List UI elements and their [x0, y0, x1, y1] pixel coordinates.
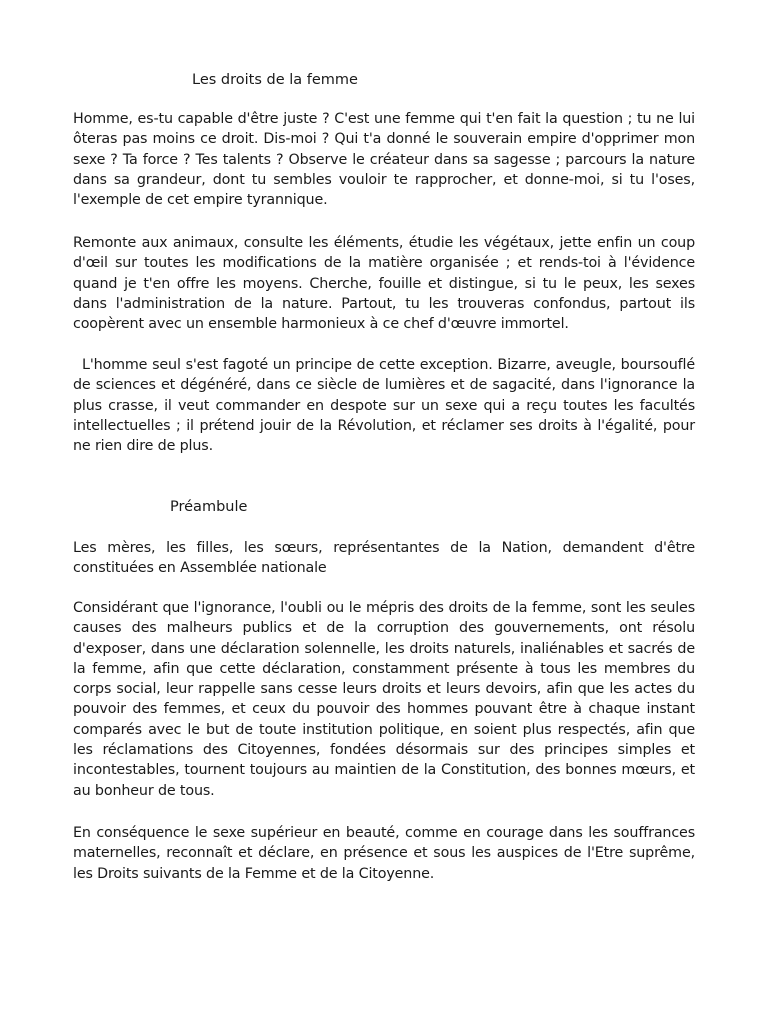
preamble-heading: Préambule	[170, 499, 248, 515]
paragraph-2: Remonte aux animaux, consulte les éléments, étudie les végétaux, jette enfin un coup d'œil sur toutes les modifications de la matière organisée ; et rends-toi à l'évidence quand je t'en offre les moyens. Cherche, fouille et distingue, si tu le peux, les sexes dans l'administration de la nature. Partout, tu les trouveras confondus, partout ils coopèrent avec un ensemble harmonieux à ce chef d'œuvre immortel.	[73, 235, 695, 333]
document-title: Les droits de la femme	[192, 72, 358, 88]
paragraph-1: Homme, es-tu capable d'être juste ? C'est une femme qui t'en fait la question ; tu ne lui ôteras pas moins ce droit. Dis-moi ? Qui t'a donné le souverain empire d'opprimer mon sexe ? Ta force ? Tes talents ? Observe le créateur dans sa sagesse ; parcours la nature dans sa grandeur, dont tu sembles vouloir te rapprocher, et donne-moi, si tu l'oses, l'exemple de cet empire tyrannique.	[73, 111, 695, 209]
paragraph-3: L'homme seul s'est fagoté un principe de cette exception. Bizarre, aveugle, boursouflé de sciences et dégénéré, dans ce siècle de lumières et de sagacité, dans l'ignorance la plus crasse, il veut commander en despote sur un sexe qui a reçu toutes les facultés intellectuelles ; il prétend jouir de la Révolution, et réclamer ses droits à l'égalité, pour ne rien dire de plus.	[73, 357, 695, 455]
preamble-paragraph-3: En conséquence le sexe supérieur en beauté, comme en courage dans les souffrances maternelles, reconnaît et déclare, en présence et sous les auspices de l'Etre suprême, les Droits suivants de la Femme et de la Citoyenne.	[73, 825, 695, 882]
preamble-paragraph-1: Les mères, les filles, les sœurs, représentantes de la Nation, demandent d'être constituées en Assemblée nationale	[73, 540, 695, 577]
preamble-paragraph-2: Considérant que l'ignorance, l'oubli ou le mépris des droits de la femme, sont les seules causes des malheurs publics et de la corruption des gouvernements, ont résolu d'exposer, dans une déclaration solennelle, les droits naturels, inaliénables et sacrés de la femme, afin que cette déclaration, constamment présente à tous les membres du corps social, leur rappelle sans cesse leurs droits et leurs devoirs, afin que les actes du pouvoir des femmes, et ceux du pouvoir des hommes pouvant être à chaque instant comparés avec le but de toute institution politique, en soient plus respectés, afin que les réclamations des Citoyennes, fondées désormais sur des principes simples et incontestables, tournent toujours au maintien de la Constitution, des bonnes mœurs, et au bonheur de tous.	[73, 600, 695, 799]
